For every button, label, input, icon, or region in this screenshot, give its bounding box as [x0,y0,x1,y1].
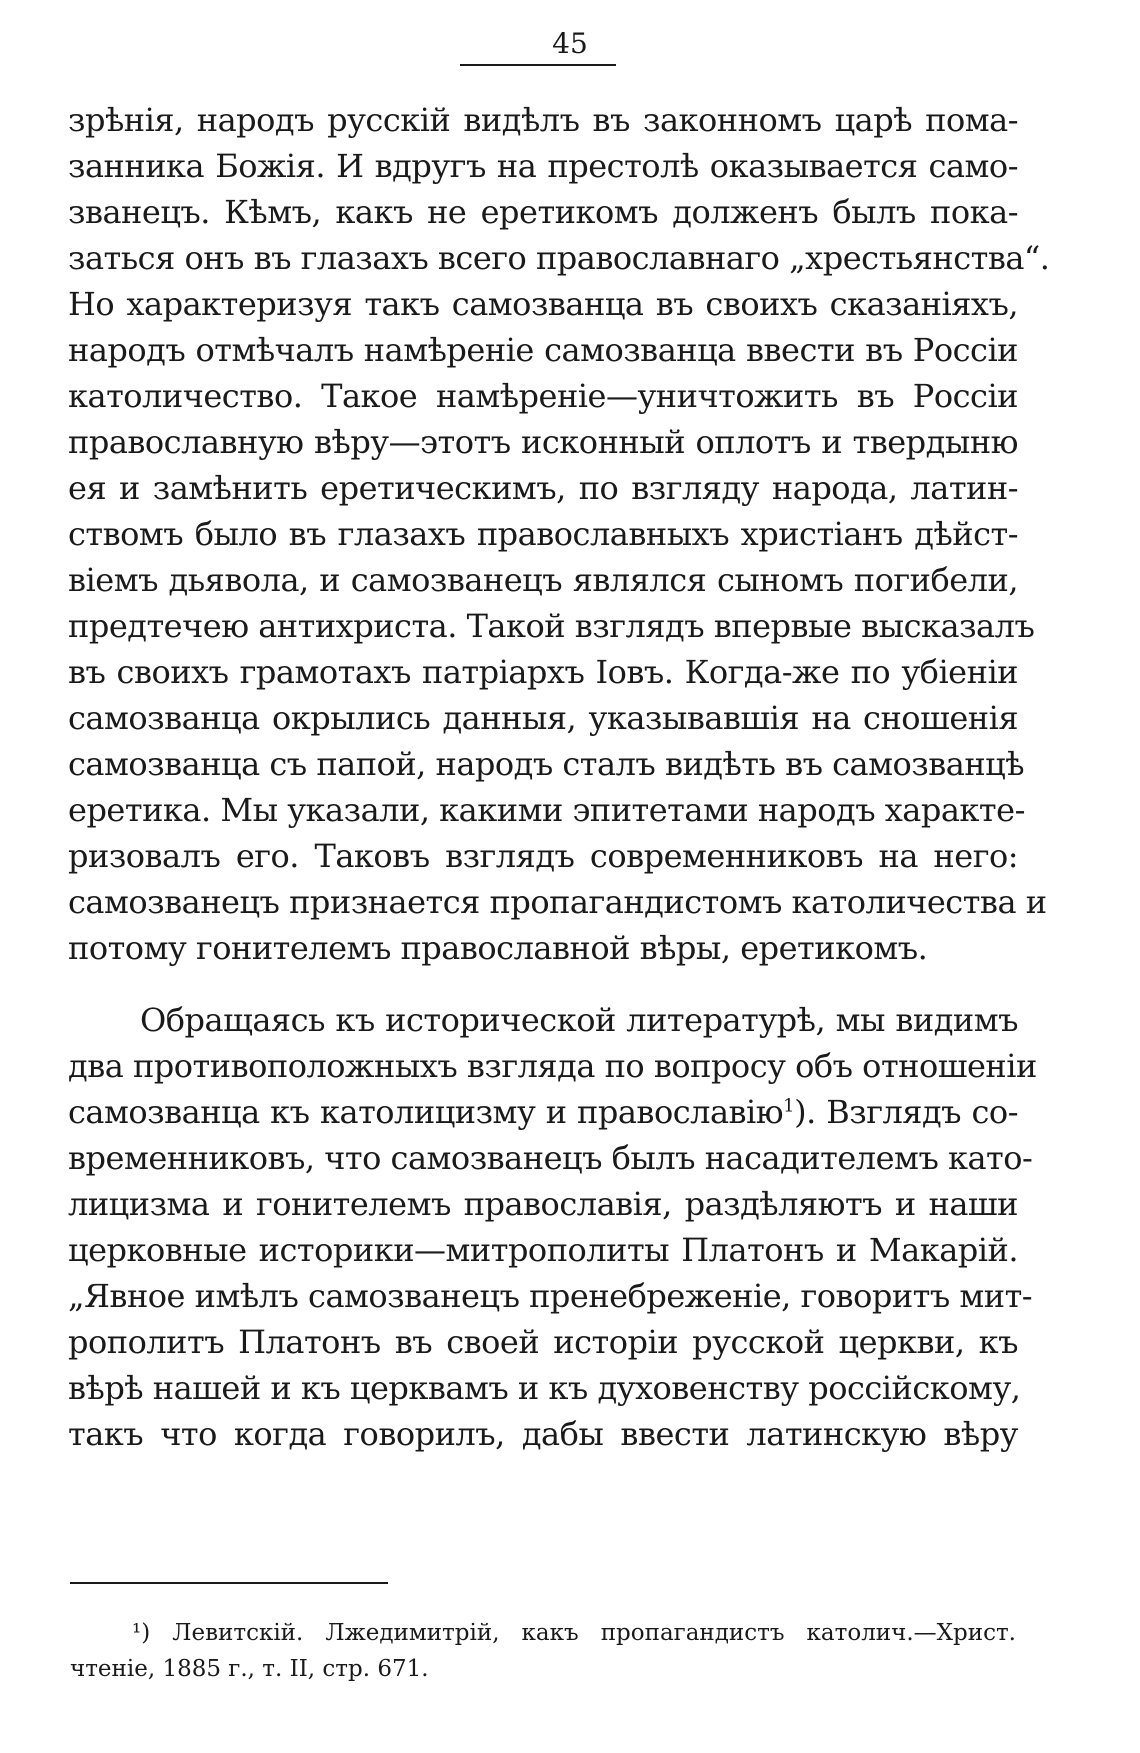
footnote-rule [70,1582,388,1584]
text-line: самозванца съ папой, народъ сталъ видѣть въ самозванцѣ [68,745,1025,783]
text-line: предтечею антихриста. Такой взглядъ впервые высказалъ [68,607,1035,645]
text-line: вѣрѣ нашей и къ церквамъ и къ духовенству россійскому, [68,1369,1021,1407]
text-line: Обращаясь къ исторической литературѣ, мы видимъ [140,1001,1018,1039]
text-line: церковные историки—митрополиты Платонъ и Макарій. [68,1231,1018,1269]
text-line: самозванецъ признается пропагандистомъ католичества и [68,883,1047,921]
text-span: самозванца къ католицизму и православію [68,1093,784,1131]
text-line: еретика. Мы указали, какими эпитетами народъ характе- [68,791,1025,829]
footnote-reference: 1 [783,1095,795,1117]
text-line: віемъ дьявола, и самозванецъ являлся сыномъ погибели, [68,561,1018,599]
page-number: 45 [552,27,588,60]
text-line: потому гонителемъ православной вѣры, еретикомъ. [68,929,928,967]
text-line: временниковъ, что самозванецъ былъ насадителемъ като- [68,1139,1033,1177]
footnote-marker: ¹) [132,1620,151,1646]
footnote-line [132,1616,1016,1650]
text-line: занника Божія. И вдругъ на престолѣ оказывается само- [68,147,1018,185]
page-number-underline [460,64,616,66]
text-line: народъ отмѣчалъ намѣреніе самозванца ввести въ Россіи [68,331,1018,369]
text-line: званецъ. Кѣмъ, какъ не еретикомъ долженъ былъ пока- [68,193,1018,231]
text-line: ея и замѣнить еретическимъ, по взгляду народа, латин- [68,469,1018,507]
text-line: зрѣнія, народъ русскій видѣлъ въ законномъ царѣ пома- [68,101,1018,139]
footnote-text: Левитскій. Лжедимитрій, какъ пропагандистъ католич.—Христ. [172,1620,1016,1646]
text-line: заться онъ въ глазахъ всего православнаго „хрестьянства“. [68,239,1050,277]
text-line: католичество. Такое намѣреніе—уничтожить въ Россіи [68,377,1018,415]
text-line: Но характеризуя такъ самозванца въ своихъ сказаніяхъ, [68,285,1018,323]
text-line: „Явное имѣлъ самозванецъ пренебреженіе, говоритъ мит- [68,1277,1033,1315]
text-line: въ своихъ грамотахъ патріархъ Іовъ. Когда-же по убіеніи [68,653,1018,691]
text-line: рополитъ Платонъ въ своей исторіи русской церкви, къ [68,1323,1018,1361]
footnote-line: чтеніе, 1885 г., т. II, стр. 671. [70,1656,429,1682]
text-line-with-footnote-ref [68,1092,1018,1132]
text-line: такъ что когда говорилъ, дабы ввести латинскую вѣру [68,1415,1018,1453]
text-line: православную вѣру—этотъ исконный оплотъ и твердыню [68,423,1018,461]
text-span: ). Взглядъ со- [794,1093,1018,1131]
text-line: два противоположныхъ взгляда по вопросу объ отношеніи [68,1047,1037,1085]
text-line: ствомъ было въ глазахъ православныхъ христіанъ дѣйст- [68,515,1018,553]
text-line: самозванца окрылись данныя, указывавшія на сношенія [68,699,1018,737]
text-line: лицизма и гонителемъ православія, раздѣляютъ и наши [68,1185,1018,1223]
text-line: ризовалъ его. Таковъ взглядъ современниковъ на него: [68,837,1018,875]
